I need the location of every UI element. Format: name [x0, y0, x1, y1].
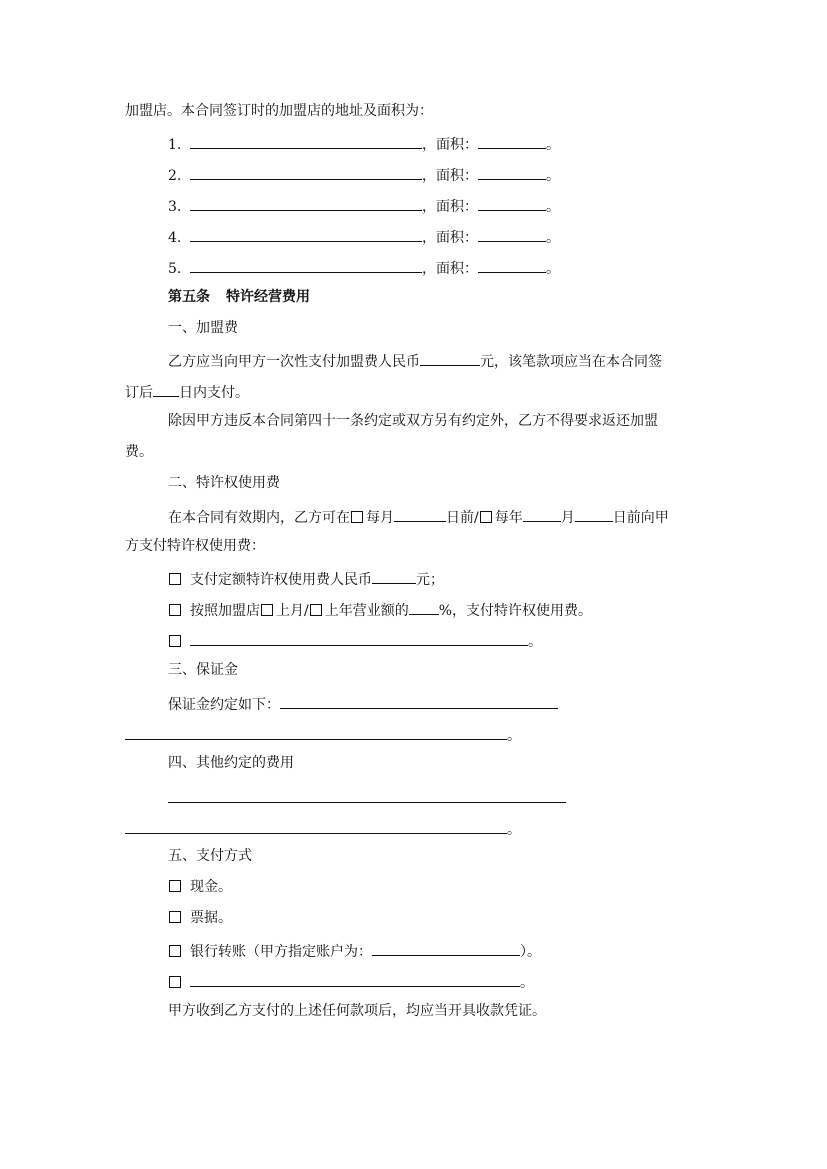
area-label: ，面积：	[422, 230, 478, 246]
royalty-paragraph-cont: 方支付特许权使用费：	[125, 538, 265, 554]
deposit-blank[interactable]	[280, 692, 558, 709]
text: 上年营业额的	[324, 603, 409, 619]
text: 日内支付。	[179, 385, 249, 401]
refund-paragraph: 除因甲方违反本合同第四十一条约定或双方另有约定外，乙方不得要求返还加盟	[168, 413, 658, 429]
checkbox[interactable]	[480, 511, 492, 523]
period: 。	[520, 975, 534, 991]
area-label: ，面积：	[422, 137, 478, 153]
article-heading	[168, 287, 310, 307]
other-fees-line-cont	[125, 817, 521, 837]
period: 。	[528, 634, 542, 650]
text: 元；	[416, 572, 444, 588]
other-method-blank[interactable]	[190, 970, 520, 987]
text: 在本合同有效期内，乙方可在	[168, 510, 350, 526]
checkbox[interactable]	[169, 880, 181, 892]
period: 。	[546, 261, 560, 277]
franchise-fee-paragraph-cont	[125, 380, 249, 400]
area-blank[interactable]	[478, 256, 546, 273]
percent-blank[interactable]	[409, 598, 439, 615]
payment-option-other	[168, 970, 534, 990]
royalty-paragraph	[168, 505, 669, 525]
text: 每月	[366, 510, 394, 526]
article-title: 特许经营费用	[226, 289, 310, 305]
period: 。	[507, 822, 521, 838]
payment-option-transfer	[168, 939, 541, 959]
day-blank[interactable]	[394, 505, 446, 522]
closing-sentence: 甲方收到乙方支付的上述任何款项后，均应当开具收款凭证。	[168, 1003, 546, 1019]
days-blank[interactable]	[153, 380, 179, 397]
section-heading: 三、保证金	[168, 662, 238, 678]
section-heading: 一、加盟费	[168, 320, 238, 336]
row-number: 4.	[168, 230, 182, 246]
checkbox[interactable]	[169, 976, 181, 988]
other-blank[interactable]	[190, 629, 528, 646]
area-blank[interactable]	[478, 132, 546, 149]
text: 每年	[494, 510, 523, 526]
row-number: 5.	[168, 261, 182, 277]
fee-amount-blank[interactable]	[420, 349, 480, 366]
day-blank[interactable]	[575, 505, 613, 522]
payment-option-cash	[168, 877, 232, 897]
other-fees-blank[interactable]	[125, 817, 507, 834]
address-row	[168, 256, 560, 276]
address-row	[168, 163, 560, 183]
deposit-blank[interactable]	[125, 723, 507, 740]
text: %，支付特许权使用费。	[438, 603, 593, 619]
checkbox[interactable]	[169, 945, 181, 957]
text: 按照加盟店	[190, 603, 260, 619]
period: 。	[546, 230, 560, 246]
deposit-line	[168, 692, 558, 712]
checkbox[interactable]	[169, 573, 181, 585]
period: 。	[546, 137, 560, 153]
address-row	[168, 194, 560, 214]
area-label: ，面积：	[422, 199, 478, 215]
text: ）。	[520, 944, 541, 960]
area-blank[interactable]	[478, 225, 546, 242]
section-heading: 四、其他约定的费用	[168, 755, 294, 771]
checkbox[interactable]	[169, 604, 181, 616]
checkbox[interactable]	[310, 604, 322, 616]
account-blank[interactable]	[372, 939, 520, 956]
royalty-option-percent	[168, 598, 592, 618]
royalty-option-other	[168, 629, 542, 649]
deposit-line-cont	[125, 723, 521, 743]
text: 月	[560, 510, 575, 526]
text: 日前向甲	[612, 510, 669, 526]
article-number: 第五条	[168, 289, 210, 305]
row-number: 1.	[168, 137, 182, 153]
row-number: 3.	[168, 199, 182, 215]
payment-option-bill	[168, 908, 232, 928]
intro-text: 加盟店。本合同签订时的加盟店的地址及面积为：	[125, 103, 433, 119]
area-blank[interactable]	[478, 194, 546, 211]
text: 票据。	[190, 910, 232, 926]
text: 现金。	[190, 879, 232, 895]
text: 银行转账（甲方指定账户为：	[190, 944, 372, 960]
section-heading: 二、特许权使用费	[168, 475, 280, 491]
text: 元，该笔款项应当在本合同签	[480, 354, 662, 370]
period: 。	[546, 168, 560, 184]
text: 支付定额特许权使用费人民币	[190, 572, 372, 588]
text: 保证金约定如下：	[168, 697, 280, 713]
royalty-option-fixed	[168, 567, 444, 587]
period: 。	[507, 728, 521, 744]
text: 日前/	[446, 510, 479, 526]
amount-blank[interactable]	[372, 567, 416, 584]
text: 乙方应当向甲方一次性支付加盟费人民币	[168, 354, 420, 370]
address-blank[interactable]	[190, 225, 422, 242]
address-blank[interactable]	[190, 194, 422, 211]
month-blank[interactable]	[523, 505, 561, 522]
address-blank[interactable]	[190, 132, 422, 149]
franchise-fee-paragraph	[168, 349, 662, 369]
text: 订后	[125, 385, 153, 401]
area-blank[interactable]	[478, 163, 546, 180]
period: 。	[546, 199, 560, 215]
refund-paragraph-cont: 费。	[125, 444, 153, 460]
section-heading: 五、支付方式	[168, 848, 252, 864]
checkbox[interactable]	[351, 511, 363, 523]
other-fees-blank[interactable]	[168, 786, 566, 803]
address-blank[interactable]	[190, 163, 422, 180]
checkbox[interactable]	[261, 604, 273, 616]
checkbox[interactable]	[169, 911, 181, 923]
address-blank[interactable]	[190, 256, 422, 273]
address-row	[168, 132, 560, 152]
checkbox[interactable]	[169, 635, 181, 647]
address-row	[168, 225, 560, 245]
area-label: ，面积：	[422, 168, 478, 184]
other-fees-line	[168, 786, 566, 806]
area-label: ，面积：	[422, 261, 478, 277]
text: 上月/	[276, 603, 309, 619]
row-number: 2.	[168, 168, 182, 184]
